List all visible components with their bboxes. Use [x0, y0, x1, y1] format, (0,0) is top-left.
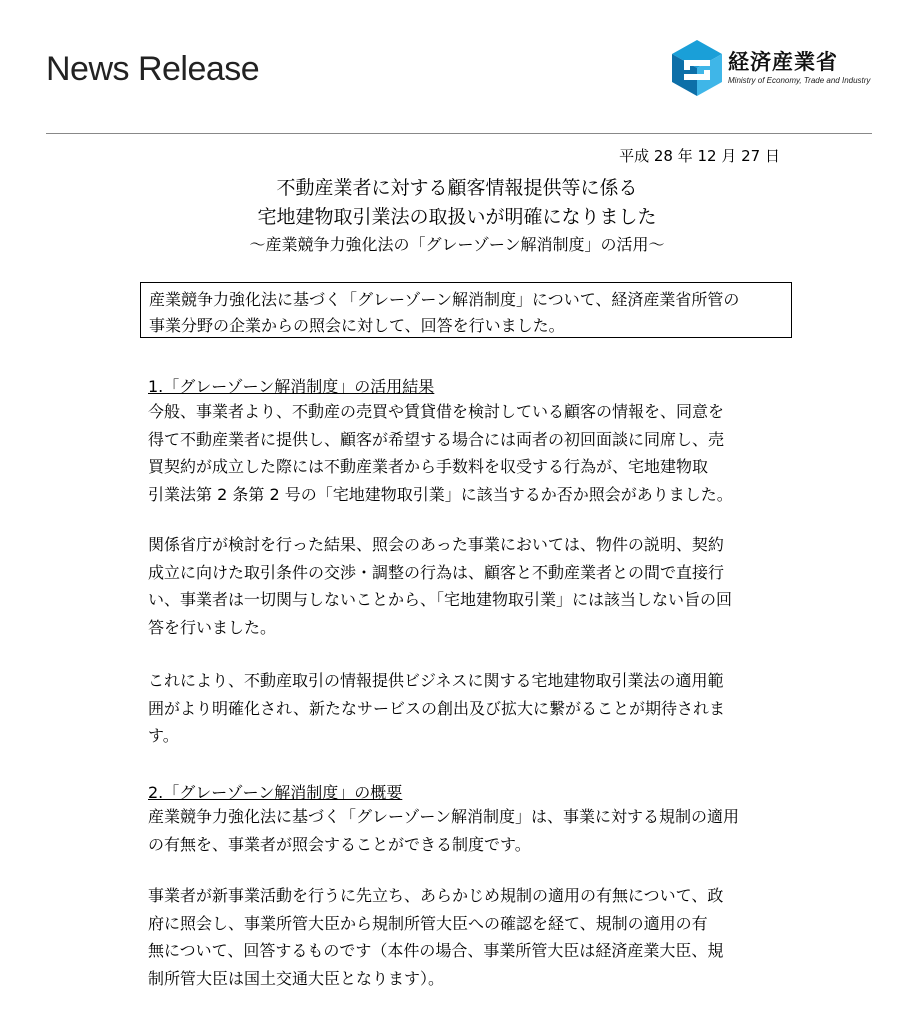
summary-box: [140, 282, 792, 338]
header-divider: [46, 133, 872, 134]
ministry-name: 経済産業省: [728, 50, 838, 74]
headline-line-1: 不動産業者に対する顧客情報提供等に係る: [276, 177, 638, 199]
subtitle: 〜産業競争力強化法の「グレーゾーン解消制度」の活用〜: [249, 235, 665, 254]
section1-paragraph-2: 関係省庁が検討を行った結果、照会のあった事業においては、物件の説明、契約 成立に向けた取引条件の交渉・調整の行為は、顧客と不動産業者との間で直接行 い、事業者は一切関与しないことから、「宅地建物取引業」には該当しない旨の回 答を行いました。: [148, 535, 733, 637]
release-date: 平成 28 年 12 月 27 日: [619, 147, 780, 165]
section2-paragraph-2: 事業者が新事業活動を行うに先立ち、あらかじめ規制の適用の有無について、政 府に照会し、事業所管大臣から規制所管大臣への確認を経て、規制の適用の有 無について、回答するものです（本件の場合、事業所管大臣は経済産業大臣、規 制所管大臣は国土交通大臣となります）。: [148, 886, 724, 988]
section2-heading: 2.「グレーゾーン解消制度」の概要: [148, 783, 403, 802]
meti-logo: [672, 40, 882, 100]
section1-paragraph-3: これにより、不動産取引の情報提供ビジネスに関する宅地建物取引業法の適用範 囲がより明確化され、新たなサービスの創出及び拡大に繋がることが期待されま す。: [148, 671, 725, 745]
section1-paragraph-1: 今般、事業者より、不動産の売買や賃貸借を検討している顧客の情報を、同意を 得て不動産業者に提供し、顧客が希望する場合には両者の初回面談に同席し、売 買契約が成立した際には不動産業者から手数料を収受する行為が、宅地建物取 引業法第 2 条第 2 号の「宅地建物取引業」に該当するか否か照会がありました。: [148, 402, 733, 504]
summary-line: 産業競争力強化法に基づく「グレーゾーン解消制度」について、経済産業省所管の: [149, 290, 740, 309]
section2-paragraph-1: 産業競争力強化法に基づく「グレーゾーン解消制度」は、事業に対する規制の適用 の有無を、事業者が照会することができる制度です。: [148, 807, 740, 854]
summary-line: 事業分野の企業からの照会に対して、回答を行いました。: [149, 316, 565, 335]
meti-logo-icon: [672, 40, 722, 96]
section1-heading: 1.「グレーゾーン解消制度」の活用結果: [148, 377, 435, 396]
ministry-name-en: Ministry of Economy, Trade and Industry: [728, 76, 871, 85]
news-release-title: News Release: [46, 50, 260, 88]
headline-line-2: 宅地建物取引業法の取扱いが明確になりました: [257, 206, 657, 228]
